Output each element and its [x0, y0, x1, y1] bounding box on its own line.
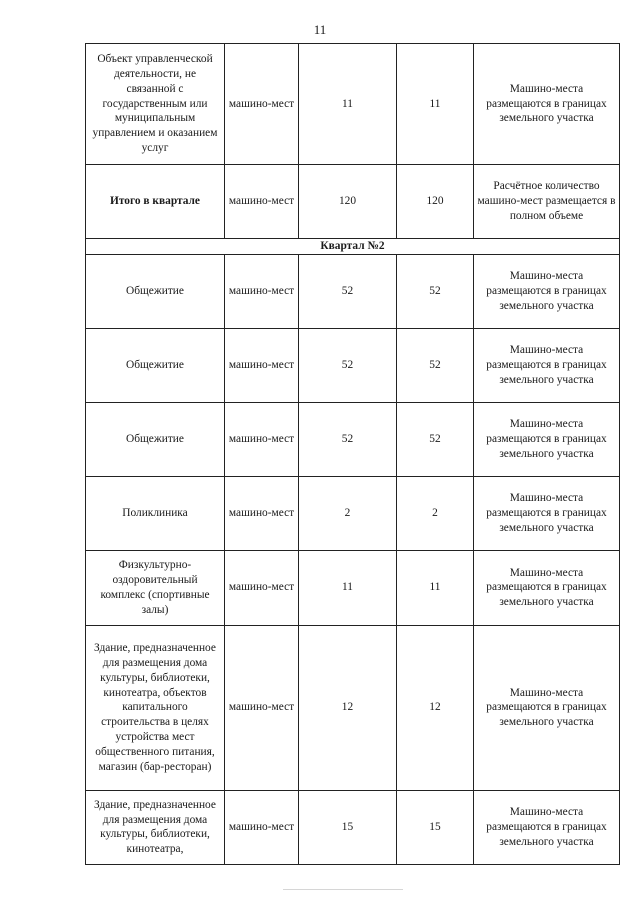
note-cell: Расчётное количество машино-мест размещается в полном объеме: [474, 165, 620, 239]
value-cell: 120: [397, 165, 474, 239]
object-name-cell: Объект управленческой деятельности, не связанной с государственным или муниципальным управлением и оказанием услуг: [86, 44, 225, 165]
object-name-cell: Здание, предназначенное для размещения дома культуры, библиотеки, кинотеатра, объектов капитального строительства в целях устройства мест общественного питания, магазин (бар-ресторан): [86, 625, 225, 790]
unit-cell: машино-мест: [225, 165, 299, 239]
parking-table: [85, 43, 620, 865]
object-name-cell: Общежитие: [86, 254, 225, 328]
table-row: [86, 328, 620, 402]
note-cell: Машино-места размещаются в границах земельного участка: [474, 44, 620, 165]
unit-cell: машино-мест: [225, 44, 299, 165]
table-row-total: [86, 165, 620, 239]
value-cell: 2: [299, 476, 397, 550]
value-cell: 52: [299, 402, 397, 476]
note-cell: Машино-места размещаются в границах земельного участка: [474, 402, 620, 476]
section-row: [86, 239, 620, 255]
unit-cell: машино-мест: [225, 402, 299, 476]
page-number: 11: [313, 22, 327, 37]
table-row: [86, 790, 620, 864]
value-cell: 15: [299, 790, 397, 864]
table-row: [86, 254, 620, 328]
object-name-cell: Поликлиника: [86, 476, 225, 550]
value-cell: 12: [397, 625, 474, 790]
table-row: [86, 625, 620, 790]
unit-cell: машино-мест: [225, 476, 299, 550]
note-cell: Машино-места размещаются в границах земельного участка: [474, 550, 620, 625]
footer-divider: [283, 889, 403, 890]
section-title: Квартал №2: [86, 239, 620, 255]
unit-cell: машино-мест: [225, 550, 299, 625]
value-cell: 11: [299, 550, 397, 625]
unit-cell: машино-мест: [225, 790, 299, 864]
total-label-cell: Итого в квартале: [86, 165, 225, 239]
value-cell: 52: [299, 328, 397, 402]
note-cell: Машино-места размещаются в границах земельного участка: [474, 254, 620, 328]
value-cell: 12: [299, 625, 397, 790]
table-row: [86, 550, 620, 625]
table-row: [86, 402, 620, 476]
unit-cell: машино-мест: [225, 254, 299, 328]
value-cell: 11: [397, 550, 474, 625]
unit-cell: машино-мест: [225, 625, 299, 790]
note-cell: Машино-места размещаются в границах земельного участка: [474, 476, 620, 550]
unit-cell: машино-мест: [225, 328, 299, 402]
table-row: [86, 476, 620, 550]
note-cell: Машино-места размещаются в границах земельного участка: [474, 625, 620, 790]
note-cell: Машино-места размещаются в границах земельного участка: [474, 790, 620, 864]
value-cell: 52: [397, 328, 474, 402]
table-row: [86, 44, 620, 165]
object-name-cell: Общежитие: [86, 328, 225, 402]
value-cell: 52: [397, 254, 474, 328]
value-cell: 2: [397, 476, 474, 550]
value-cell: 15: [397, 790, 474, 864]
note-cell: Машино-места размещаются в границах земельного участка: [474, 328, 620, 402]
value-cell: 52: [299, 254, 397, 328]
value-cell: 120: [299, 165, 397, 239]
object-name-cell: Здание, предназначенное для размещения дома культуры, библиотеки, кинотеатра,: [86, 790, 225, 864]
value-cell: 11: [299, 44, 397, 165]
object-name-cell: Общежитие: [86, 402, 225, 476]
object-name-cell: Физкультурно-оздоровительный комплекс (спортивные залы): [86, 550, 225, 625]
value-cell: 52: [397, 402, 474, 476]
value-cell: 11: [397, 44, 474, 165]
